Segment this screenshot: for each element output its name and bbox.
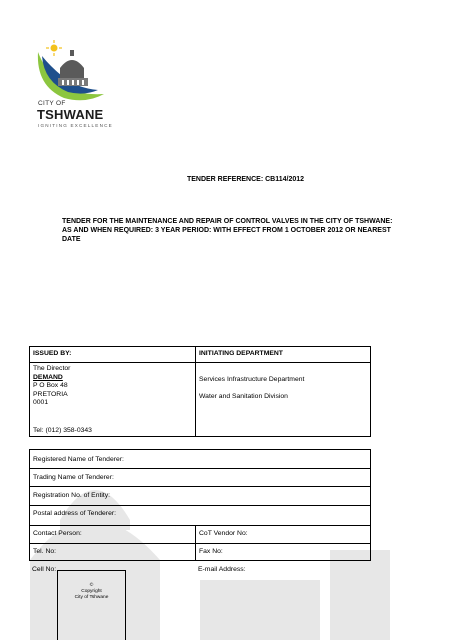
registration-number-label: Registration No. of Entity:: [33, 492, 111, 499]
cell-number-label: Cell No:: [32, 566, 57, 573]
table-header-divider: [30, 362, 370, 363]
logo-city-of-text: CITY OF: [38, 100, 66, 107]
issuer-line: DEMAND: [33, 373, 63, 381]
initiating-department-header: INITIATING DEPARTMENT: [199, 350, 283, 357]
city-hall-emblem-icon: [34, 38, 108, 104]
fax-number-label: Fax No:: [199, 548, 223, 555]
logo-tagline: IGNITING EXCELLENCE: [38, 123, 113, 128]
telephone-number-label: Tel. No:: [33, 548, 57, 555]
tender-reference-value: CB114/2012: [265, 176, 305, 183]
email-address-label: E-mail Address:: [198, 566, 246, 573]
tender-reference-label: TENDER REFERENCE:: [186, 176, 264, 183]
trading-name-label: Trading Name of Tenderer:: [33, 474, 114, 481]
postal-address-label: Postal address of Tenderer:: [33, 510, 116, 517]
department-name: Services Infrastructure Department: [199, 376, 305, 383]
issuer-address: [33, 365, 70, 408]
issuer-line: 0001: [33, 399, 49, 407]
table-column-divider: [195, 347, 196, 436]
copyright-owner: City of Tshwane: [74, 595, 109, 600]
issuer-line: P O Box 48: [33, 382, 68, 390]
table-column-divider: [195, 525, 196, 560]
issuer-line: The Director: [33, 365, 71, 372]
contact-person-label: Contact Person:: [33, 530, 82, 537]
row-divider: [30, 525, 370, 526]
copyright-text: Copyright: [81, 589, 102, 594]
copyright-notice: [57, 570, 126, 640]
row-divider: [30, 505, 370, 506]
city-of-tshwane-logo: [28, 38, 138, 140]
division-name: Water and Sanitation Division: [199, 393, 288, 400]
issued-by-header: ISSUED BY:: [33, 350, 72, 357]
issuer-telephone: Tel: (012) 358-0343: [33, 427, 92, 434]
issuer-line: PRETORIA: [33, 390, 68, 398]
tenderer-details-table: [29, 449, 371, 561]
logo-tshwane-text: TSHWANE: [37, 107, 104, 122]
vendor-number-label: CoT Vendor No:: [199, 530, 248, 537]
row-divider: [30, 543, 370, 544]
row-divider: [30, 468, 370, 469]
row-divider: [30, 486, 370, 487]
tender-title: TENDER FOR THE MAINTENANCE AND REPAIR OF CONTROL VALVES IN THE CITY OF TSHWANE: AS AND WHEN REQUIRED: 3 YEAR PERIOD: WITH EFFECT FROM 1 OCTOBER 2012 OR NEAREST DATE: [62, 218, 393, 243]
copyright-icon: ©: [89, 583, 94, 588]
issued-by-table: [29, 346, 371, 437]
tender-reference: [0, 176, 451, 183]
registered-name-label: Registered Name of Tenderer:: [33, 456, 124, 463]
